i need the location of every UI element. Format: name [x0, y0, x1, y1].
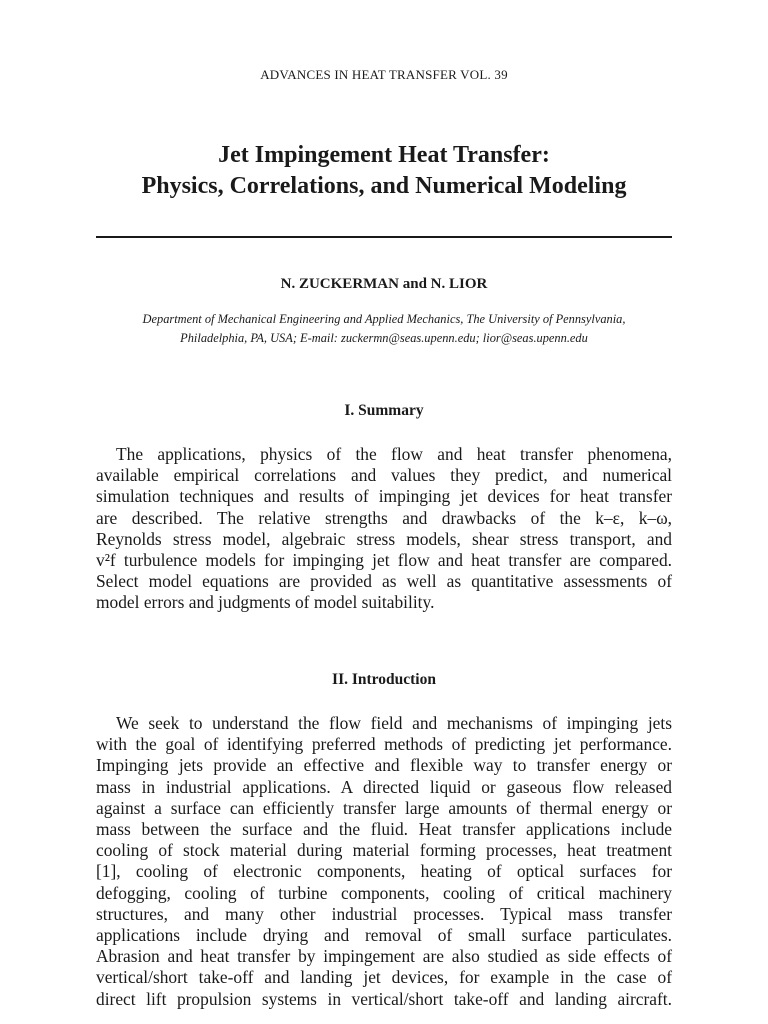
introduction-line: Abrasion and heat transfer by impingement are also studied as side effects of — [96, 946, 672, 967]
summary-line: model errors and judgments of model suitability. — [96, 592, 435, 613]
introduction-line: applications include drying and removal of small surface particulates. — [96, 925, 672, 946]
introduction-heading: II. Introduction — [332, 671, 436, 688]
authors: N. ZUCKERMAN and N. LIOR — [280, 276, 488, 292]
summary-line: are described. The relative strengths and drawbacks of the k–ε, k–ω, — [96, 507, 672, 528]
introduction-line: cooling of stock material during material forming processes, heat treatment — [96, 840, 672, 861]
summary-line: Reynolds stress model, algebraic stress models, shear stress transport, and — [96, 528, 672, 549]
introduction-line: defogging, cooling of turbine components, cooling of critical machinery — [96, 882, 672, 903]
summary-line: available empirical correlations and values they predict, and numerical — [96, 465, 672, 486]
title-divider — [96, 236, 672, 238]
affiliation — [90, 310, 678, 348]
introduction-line: structures, and many other industrial processes. Typical mass transfer — [96, 903, 672, 924]
introduction-paragraph — [96, 713, 672, 1010]
running-head: ADVANCES IN HEAT TRANSFER VOL. 39 — [260, 67, 508, 82]
affiliation-line-1: Department of Mechanical Engineering and Applied Mechanics, The University of Pennsylvania, — [142, 312, 626, 326]
introduction-line: against a surface can efficiently transfer large amounts of thermal energy or — [96, 797, 672, 818]
summary-paragraph — [96, 444, 672, 614]
summary-line: The applications, physics of the flow and heat transfer phenomena, — [116, 444, 672, 464]
summary-line: v²f turbulence models for impinging jet flow and heat transfer are compared. — [96, 550, 672, 571]
introduction-line: vertical/short take-off and landing jet devices, for example in the case of — [96, 967, 672, 988]
introduction-line: direct lift propulsion systems in vertical/short take-off and landing aircraft. — [96, 988, 672, 1009]
summary-heading: I. Summary — [344, 402, 424, 419]
introduction-line: mass in industrial applications. A directed liquid or gaseous flow released — [96, 776, 672, 797]
introduction-line: with the goal of identifying preferred methods of predicting jet performance. — [96, 734, 672, 755]
summary-line: simulation techniques and results of impinging jet devices for heat transfer — [96, 486, 672, 507]
introduction-line: [1], cooling of electronic components, heating of optical surfaces for — [96, 861, 672, 882]
introduction-line: mass between the surface and the fluid. Heat transfer applications include — [96, 819, 672, 840]
affiliation-line-2: Philadelphia, PA, USA; E-mail: zuckermn@seas.upenn.edu; lior@seas.upenn.edu — [180, 331, 588, 345]
title-line-1: Jet Impingement Heat Transfer: — [218, 142, 550, 168]
summary-line: Select model equations are provided as well as quantitative assessments of — [96, 571, 672, 592]
title-line-2: Physics, Correlations, and Numerical Modeling — [141, 173, 627, 199]
paper-title — [0, 140, 768, 202]
introduction-line: We seek to understand the flow field and mechanisms of impinging jets — [116, 713, 672, 733]
introduction-line: Impinging jets provide an effective and flexible way to transfer energy or — [96, 755, 672, 776]
